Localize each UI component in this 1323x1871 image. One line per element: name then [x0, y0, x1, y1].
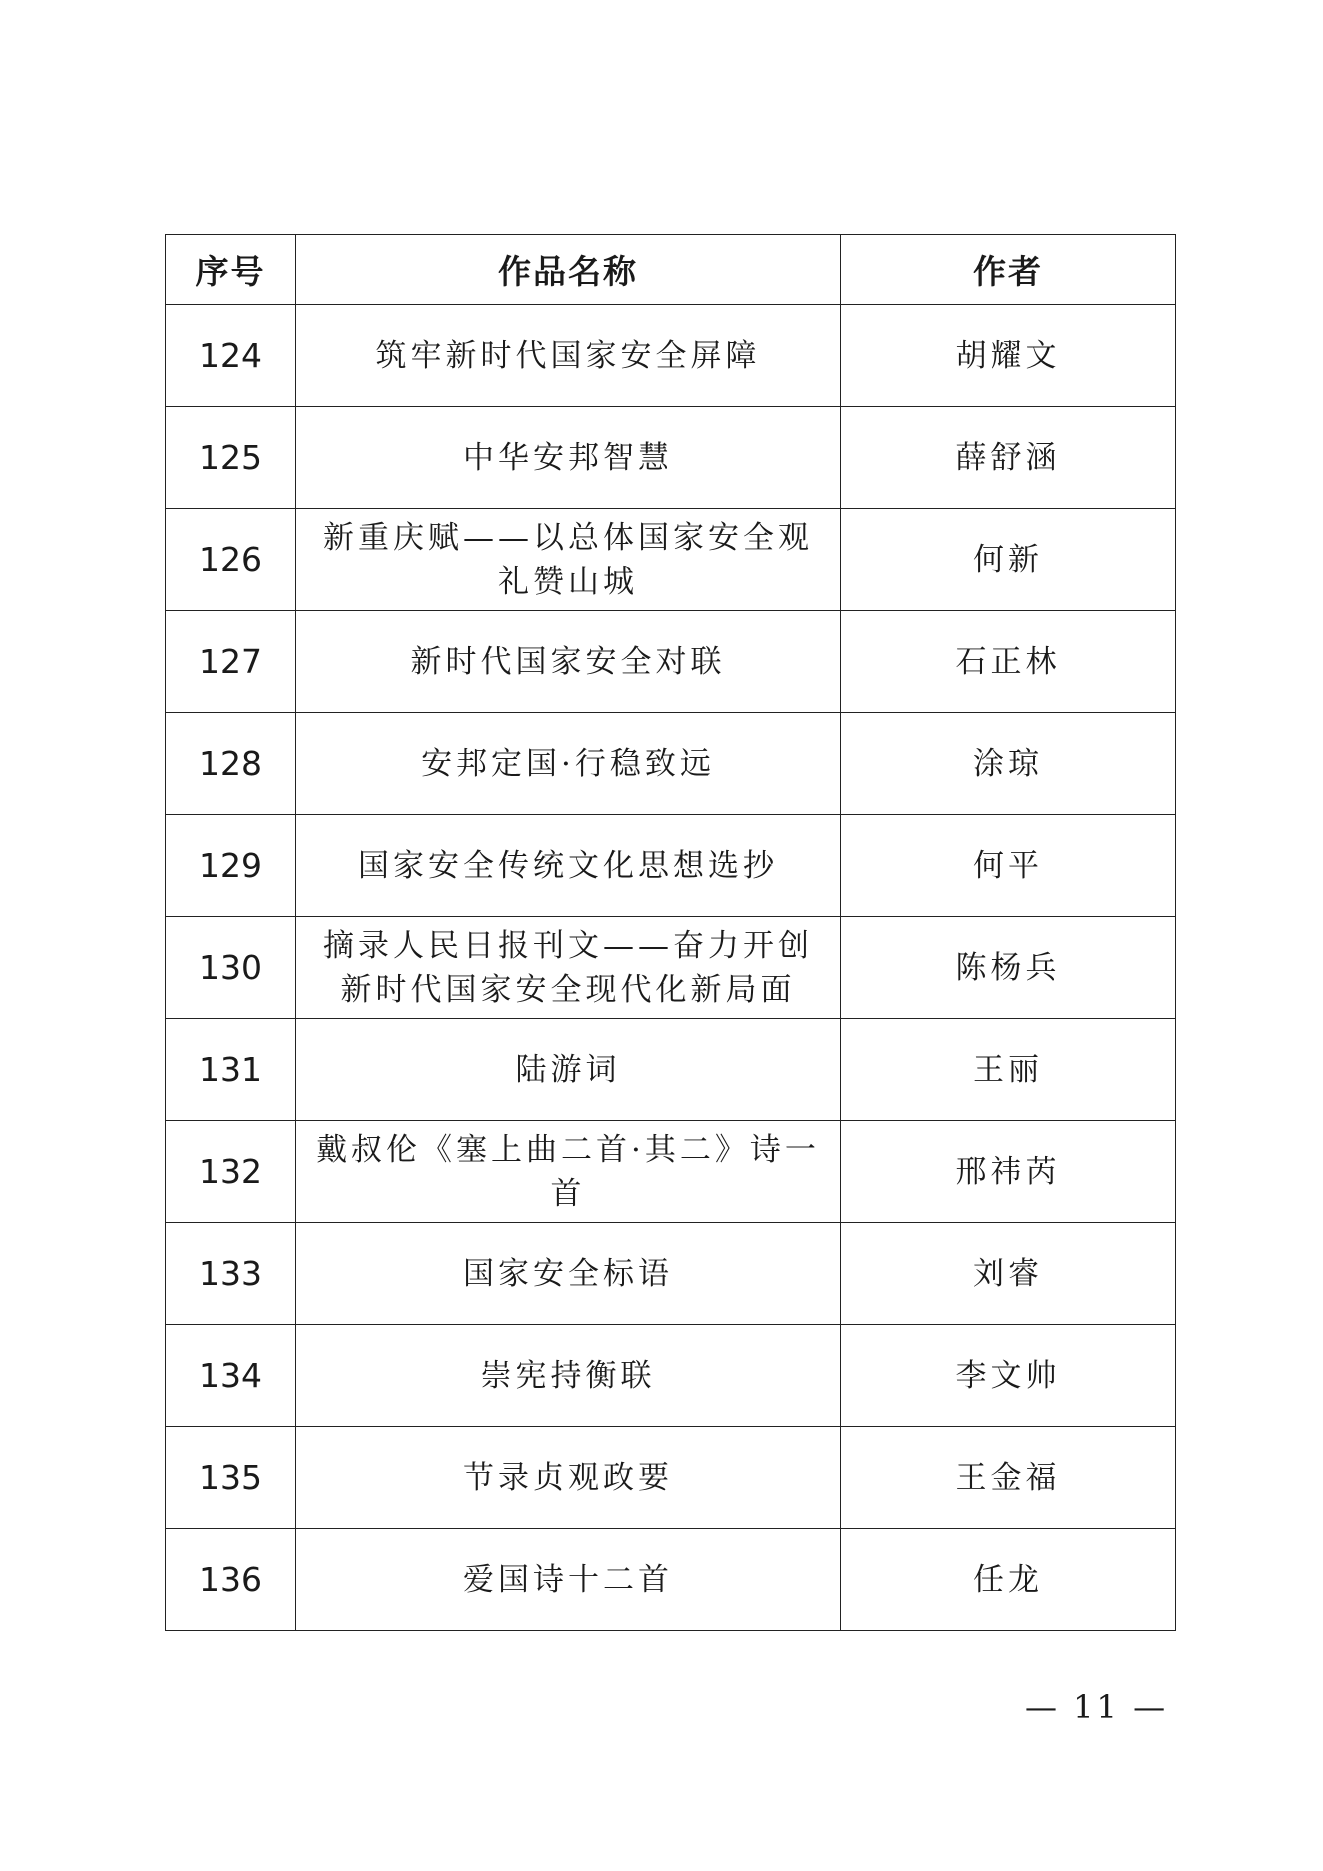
author-cell: 胡耀文	[841, 305, 1176, 407]
author-cell: 涂琼	[841, 713, 1176, 815]
table-row	[166, 1223, 1176, 1325]
page-number: — 11 —	[1025, 1688, 1169, 1726]
serial-number-cell: 130	[166, 917, 296, 1019]
table-row	[166, 1427, 1176, 1529]
author-cell: 任龙	[841, 1529, 1176, 1631]
work-title-cell: 爱国诗十二首	[296, 1529, 841, 1631]
author-cell: 邢祎芮	[841, 1121, 1176, 1223]
serial-number-cell: 131	[166, 1019, 296, 1121]
work-title-cell: 中华安邦智慧	[296, 407, 841, 509]
author-cell: 石正林	[841, 611, 1176, 713]
table-row	[166, 611, 1176, 713]
author-cell: 何平	[841, 815, 1176, 917]
work-title-cell: 陆游词	[296, 1019, 841, 1121]
table-row	[166, 917, 1176, 1019]
table-row	[166, 713, 1176, 815]
table-row	[166, 1325, 1176, 1427]
table-row	[166, 1121, 1176, 1223]
header-author: 作者	[841, 235, 1176, 305]
table-row	[166, 815, 1176, 917]
serial-number-cell: 125	[166, 407, 296, 509]
header-work-title: 作品名称	[296, 235, 841, 305]
header-serial-number: 序号	[166, 235, 296, 305]
serial-number-cell: 127	[166, 611, 296, 713]
serial-number-cell: 132	[166, 1121, 296, 1223]
work-title-cell: 安邦定国·行稳致远	[296, 713, 841, 815]
serial-number-cell: 124	[166, 305, 296, 407]
table-row	[166, 1019, 1176, 1121]
author-cell: 何新	[841, 509, 1176, 611]
work-title-cell: 筑牢新时代国家安全屏障	[296, 305, 841, 407]
author-cell: 薛舒涵	[841, 407, 1176, 509]
work-title-cell: 节录贞观政要	[296, 1427, 841, 1529]
serial-number-cell: 133	[166, 1223, 296, 1325]
awards-table-container	[165, 234, 1175, 1631]
table-row	[166, 305, 1176, 407]
author-cell: 李文帅	[841, 1325, 1176, 1427]
table-row	[166, 1529, 1176, 1631]
work-title-cell: 崇宪持衡联	[296, 1325, 841, 1427]
serial-number-cell: 134	[166, 1325, 296, 1427]
table-row	[166, 407, 1176, 509]
work-title-cell: 戴叔伦《塞上曲二首·其二》诗一首	[296, 1121, 841, 1223]
work-title-cell: 新重庆赋——以总体国家安全观礼赞山城	[296, 509, 841, 611]
work-title-cell: 摘录人民日报刊文——奋力开创新时代国家安全现代化新局面	[296, 917, 841, 1019]
serial-number-cell: 129	[166, 815, 296, 917]
serial-number-cell: 135	[166, 1427, 296, 1529]
awards-table	[165, 234, 1176, 1631]
serial-number-cell: 126	[166, 509, 296, 611]
author-cell: 王丽	[841, 1019, 1176, 1121]
serial-number-cell: 128	[166, 713, 296, 815]
table-row	[166, 509, 1176, 611]
author-cell: 陈杨兵	[841, 917, 1176, 1019]
work-title-cell: 国家安全传统文化思想选抄	[296, 815, 841, 917]
serial-number-cell: 136	[166, 1529, 296, 1631]
work-title-cell: 国家安全标语	[296, 1223, 841, 1325]
work-title-cell: 新时代国家安全对联	[296, 611, 841, 713]
table-header-row	[166, 235, 1176, 305]
author-cell: 刘睿	[841, 1223, 1176, 1325]
author-cell: 王金福	[841, 1427, 1176, 1529]
